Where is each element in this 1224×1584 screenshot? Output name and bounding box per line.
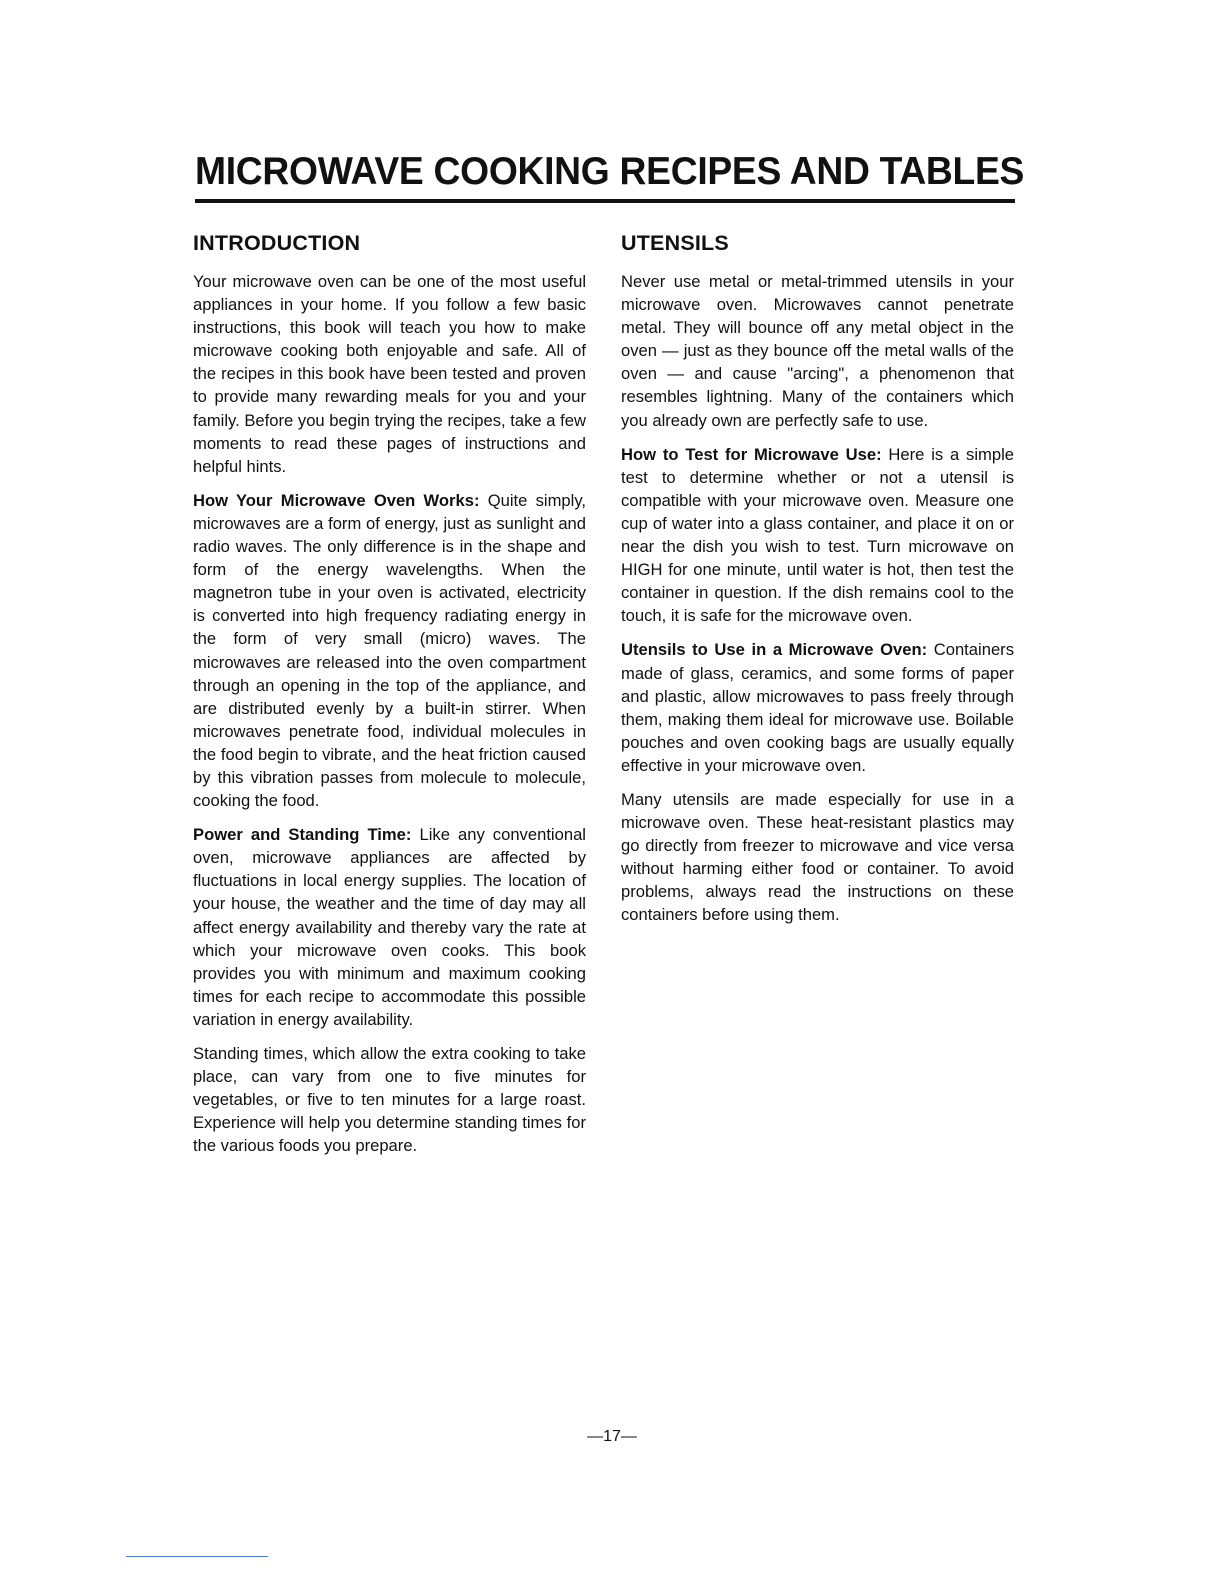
how-oven-works-label: How Your Microwave Oven Works: [193,490,480,510]
power-standing-label: Power and Standing Time: [193,825,412,845]
power-standing-text: Like any conventional oven, microwave appliances are affected by fluctuations in local energy supplies. The location of your house, the weather and the time of day may all affect energy availability and thereby vary the rate at which your microwave oven cooks. This book provides you with minimum and maximum cooking times for each recipe to accommodate this possible variation in energy availability. [193,825,586,1029]
test-microwave-use-text: Here is a simple test to determine whether or not a utensil is compatible with your microwave oven. Measure one cup of water into a glass container, and place it on or near the dish you wish to test. Turn microwave on HIGH for one minute, until water is hot, then test the container in question. If the dish remains cool to the touch, it is safe for the microwave oven. [621,444,1015,626]
introduction-column [193,228,586,1168]
title-rule [195,199,1015,203]
footer-line [126,1556,268,1557]
introduction-paragraph: Your microwave oven can be one of the most useful appliances in your home. If you follow a few basic instructions, this book will teach you how to make microwave cooking both enjoyable and safe. All of the recipes in this book have been tested and proven to provide many rewarding meals for you and your family. Before you begin trying the recipes, take a few moments to read these pages of instructions and helpful hints. [193,272,586,476]
how-oven-works-text: Quite simply, microwaves are a form of energy, just as sunlight and radio waves. The only difference is in the shape and form of the energy wavelengths. When the magnetron tube in your oven is activated, electricity is converted into high frequency radiating energy in the form of very small (micro) waves. The microwaves are released into the oven compartment through an opening in the top of the appliance, and are distributed evenly by a built-in stirrer. When microwaves penetrate food, individual molecules in the food begin to vibrate, and the heat friction caused by this vibration passes from molecule to molecule, cooking the food. [193,490,586,811]
utensils-heading: UTENSILS [621,231,729,255]
special-utensils-paragraph: Many utensils are made especially for use in a microwave oven. These heat-resistant plastics may go directly from freezer to microwave and vice versa without harming either food or container. To avoid problems, always read the instructions on these containers before using them. [621,789,1014,925]
introduction-heading: INTRODUCTION [193,231,361,255]
utensils-to-use-paragraph [621,638,1014,777]
how-oven-works-paragraph [193,489,586,812]
test-microwave-use-label: How to Test for Microwave Use: [621,444,882,464]
standing-times-paragraph: Standing times, which allow the extra cooking to take place, can vary from one to five minutes for vegetables, or five to ten minutes for a large roast. Experience will help you determine standing times for the various foods you prepare. [193,1044,586,1156]
utensils-to-use-text: Containers made of glass, ceramics, and some forms of paper and plastic, allow microwaves to pass freely through them, making them ideal for microwave use. Boilable pouches and oven cooking bags are usually equally effective in your microwave oven. [621,640,1014,775]
page-number: —17— [587,1428,637,1445]
utensils-paragraph: Never use metal or metal-trimmed utensils in your microwave oven. Microwaves cannot penetrate metal. They will bounce off any metal object in the oven — just as they bounce off the metal walls of the oven — and cause "arcing", a phenomenon that resembles lightning. Many of the containers which you already own are perfectly safe to use. [621,272,1014,430]
test-microwave-use-paragraph [621,443,1014,628]
page-title: MICROWAVE COOKING RECIPES AND TABLES [195,150,1025,193]
power-standing-paragraph [193,823,586,1031]
utensils-column [621,228,1014,938]
utensils-to-use-label: Utensils to Use in a Microwave Oven: [621,640,928,660]
